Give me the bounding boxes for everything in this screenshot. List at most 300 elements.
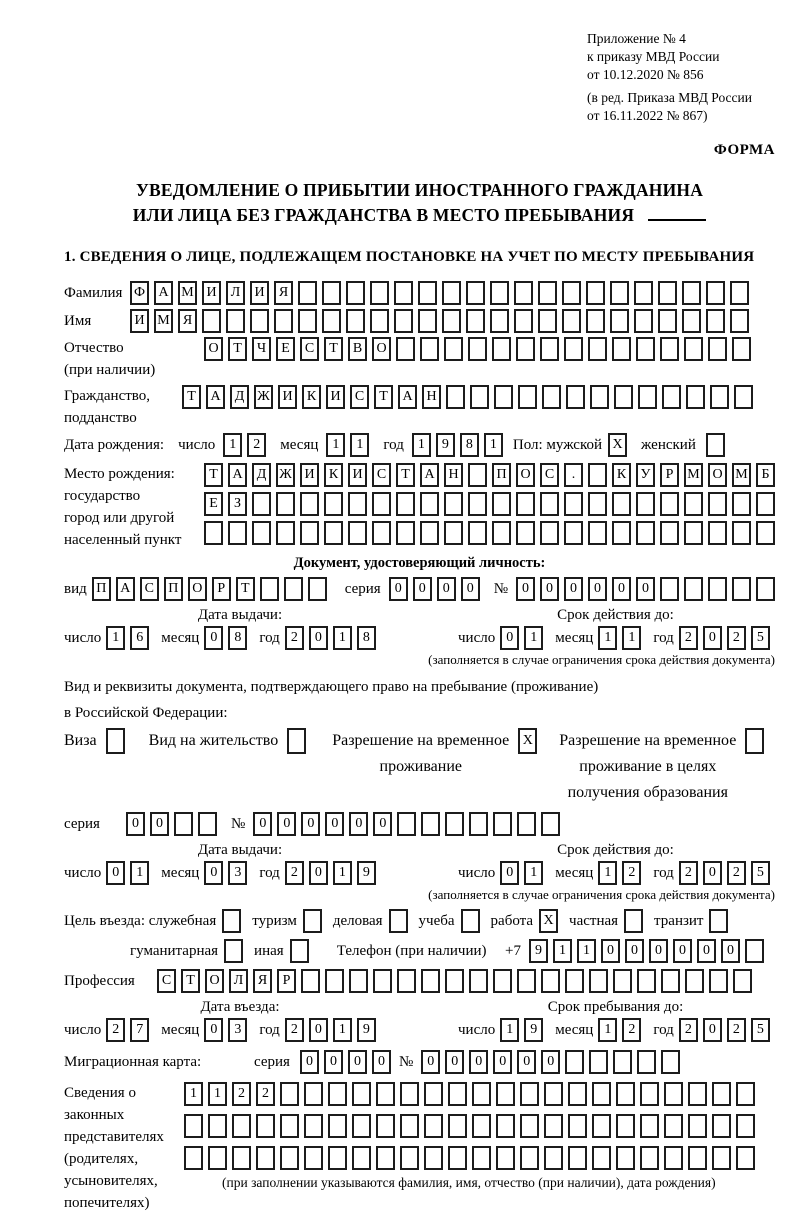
char-box[interactable] <box>446 385 465 409</box>
char-box[interactable]: Р <box>277 969 296 993</box>
char-box[interactable]: 0 <box>564 577 583 601</box>
iddoc-until-month[interactable] <box>598 626 641 650</box>
char-box[interactable] <box>420 492 439 516</box>
char-box[interactable]: О <box>708 463 727 487</box>
char-box[interactable] <box>472 1114 491 1138</box>
char-box[interactable] <box>638 385 657 409</box>
purpose-private-checkbox[interactable] <box>624 909 643 933</box>
char-box[interactable]: Т <box>182 385 201 409</box>
char-box[interactable] <box>372 521 391 545</box>
char-box[interactable] <box>301 969 320 993</box>
char-box[interactable]: П <box>92 577 111 601</box>
surname-boxes[interactable] <box>130 281 749 305</box>
phone-boxes[interactable] <box>529 939 764 963</box>
char-box[interactable] <box>640 1082 659 1106</box>
char-box[interactable] <box>260 577 279 601</box>
char-box[interactable]: 0 <box>106 861 125 885</box>
char-box[interactable]: 1 <box>326 433 345 457</box>
char-box[interactable] <box>496 1146 515 1170</box>
char-box[interactable] <box>490 309 509 333</box>
char-box[interactable]: К <box>324 463 343 487</box>
char-box[interactable]: 0 <box>703 861 722 885</box>
char-box[interactable]: Т <box>228 337 247 361</box>
char-box[interactable] <box>348 521 367 545</box>
checkbox[interactable] <box>303 909 322 933</box>
char-box[interactable]: 0 <box>493 1050 512 1074</box>
char-box[interactable]: 0 <box>309 861 328 885</box>
char-box[interactable] <box>448 1082 467 1106</box>
char-box[interactable] <box>520 1114 539 1138</box>
char-box[interactable]: С <box>300 337 319 361</box>
char-box[interactable] <box>540 492 559 516</box>
iddoc-until-day[interactable] <box>500 626 543 650</box>
iddoc-number-boxes[interactable] <box>516 577 775 601</box>
char-box[interactable]: 0 <box>300 1050 319 1074</box>
char-box[interactable] <box>276 492 295 516</box>
char-box[interactable]: 0 <box>325 812 344 836</box>
char-box[interactable] <box>588 337 607 361</box>
char-box[interactable] <box>516 521 535 545</box>
char-box[interactable]: 1 <box>598 1018 617 1042</box>
char-box[interactable]: 0 <box>516 577 535 601</box>
char-box[interactable] <box>664 1082 683 1106</box>
char-box[interactable] <box>745 939 764 963</box>
char-box[interactable]: 0 <box>541 1050 560 1074</box>
char-box[interactable]: 0 <box>703 1018 722 1042</box>
char-box[interactable] <box>538 281 557 305</box>
char-box[interactable]: 8 <box>460 433 479 457</box>
char-box[interactable] <box>280 1114 299 1138</box>
sex-female-checkbox[interactable] <box>706 433 725 457</box>
char-box[interactable] <box>616 1146 635 1170</box>
rep-row3-boxes[interactable] <box>184 1146 755 1170</box>
char-box[interactable]: И <box>278 385 297 409</box>
char-box[interactable] <box>562 281 581 305</box>
char-box[interactable] <box>708 521 727 545</box>
char-box[interactable] <box>686 385 705 409</box>
char-box[interactable] <box>470 385 489 409</box>
char-box[interactable]: Ж <box>254 385 273 409</box>
char-box[interactable] <box>448 1114 467 1138</box>
char-box[interactable] <box>562 309 581 333</box>
char-box[interactable]: 8 <box>357 626 376 650</box>
char-box[interactable] <box>517 969 536 993</box>
char-box[interactable] <box>637 969 656 993</box>
char-box[interactable]: 9 <box>436 433 455 457</box>
char-box[interactable]: А <box>420 463 439 487</box>
char-box[interactable] <box>304 1146 323 1170</box>
char-box[interactable] <box>613 969 632 993</box>
char-box[interactable] <box>397 812 416 836</box>
char-box[interactable] <box>424 1146 443 1170</box>
char-box[interactable] <box>372 492 391 516</box>
char-box[interactable] <box>444 337 463 361</box>
permit-issue-year[interactable] <box>285 861 376 885</box>
char-box[interactable] <box>442 309 461 333</box>
char-box[interactable]: Л <box>229 969 248 993</box>
char-box[interactable]: 1 <box>484 433 503 457</box>
residence-permit-checkbox[interactable] <box>287 728 306 754</box>
char-box[interactable] <box>708 337 727 361</box>
char-box[interactable] <box>328 1114 347 1138</box>
char-box[interactable]: 5 <box>751 626 770 650</box>
char-box[interactable]: 1 <box>553 939 572 963</box>
char-box[interactable] <box>469 812 488 836</box>
char-box[interactable] <box>276 521 295 545</box>
rep-row2-boxes[interactable] <box>184 1114 755 1138</box>
char-box[interactable] <box>324 492 343 516</box>
char-box[interactable]: Е <box>204 492 223 516</box>
entry-month[interactable] <box>204 1018 247 1042</box>
char-box[interactable]: 0 <box>204 1018 223 1042</box>
char-box[interactable]: 2 <box>727 861 746 885</box>
char-box[interactable]: П <box>492 463 511 487</box>
char-box[interactable]: 0 <box>277 812 296 836</box>
char-box[interactable]: М <box>178 281 197 305</box>
char-box[interactable] <box>232 1114 251 1138</box>
char-box[interactable] <box>400 1146 419 1170</box>
char-box[interactable] <box>684 492 703 516</box>
profession-boxes[interactable] <box>157 969 752 993</box>
char-box[interactable]: 0 <box>389 577 408 601</box>
char-box[interactable] <box>588 521 607 545</box>
iddoc-series-boxes[interactable] <box>389 577 480 601</box>
char-box[interactable] <box>322 281 341 305</box>
char-box[interactable]: 0 <box>373 812 392 836</box>
char-box[interactable] <box>756 492 775 516</box>
char-box[interactable]: 1 <box>412 433 431 457</box>
char-box[interactable] <box>376 1114 395 1138</box>
char-box[interactable] <box>496 1082 515 1106</box>
char-box[interactable] <box>208 1146 227 1170</box>
char-box[interactable] <box>730 281 749 305</box>
visa-checkbox[interactable] <box>106 728 125 754</box>
char-box[interactable] <box>660 577 679 601</box>
char-box[interactable] <box>444 521 463 545</box>
char-box[interactable] <box>516 492 535 516</box>
char-box[interactable]: 0 <box>721 939 740 963</box>
char-box[interactable] <box>352 1114 371 1138</box>
char-box[interactable] <box>688 1114 707 1138</box>
char-box[interactable] <box>400 1114 419 1138</box>
char-box[interactable] <box>252 492 271 516</box>
checkbox[interactable]: X <box>518 728 537 754</box>
char-box[interactable]: 0 <box>649 939 668 963</box>
permit-until-day[interactable] <box>500 861 543 885</box>
char-box[interactable] <box>658 281 677 305</box>
char-box[interactable] <box>370 309 389 333</box>
char-box[interactable] <box>544 1114 563 1138</box>
char-box[interactable]: 0 <box>601 939 620 963</box>
char-box[interactable]: 0 <box>612 577 631 601</box>
char-box[interactable]: Р <box>660 463 679 487</box>
char-box[interactable] <box>541 969 560 993</box>
iddoc-issue-day[interactable] <box>106 626 149 650</box>
purpose-humanitarian-checkbox[interactable] <box>224 939 243 963</box>
char-box[interactable] <box>708 492 727 516</box>
char-box[interactable] <box>468 463 487 487</box>
purpose-official-checkbox[interactable] <box>222 909 241 933</box>
char-box[interactable]: С <box>372 463 391 487</box>
char-box[interactable] <box>660 521 679 545</box>
char-box[interactable] <box>469 969 488 993</box>
char-box[interactable] <box>756 521 775 545</box>
char-box[interactable]: Т <box>204 463 223 487</box>
char-box[interactable] <box>538 309 557 333</box>
permit-issue-day[interactable] <box>106 861 149 885</box>
char-box[interactable]: 6 <box>130 626 149 650</box>
entry-day[interactable] <box>106 1018 149 1042</box>
char-box[interactable]: 0 <box>348 1050 367 1074</box>
char-box[interactable] <box>328 1082 347 1106</box>
char-box[interactable] <box>564 337 583 361</box>
char-box[interactable]: И <box>300 463 319 487</box>
char-box[interactable]: Л <box>226 281 245 305</box>
char-box[interactable] <box>660 492 679 516</box>
char-box[interactable] <box>284 577 303 601</box>
char-box[interactable] <box>397 969 416 993</box>
char-box[interactable]: 9 <box>357 1018 376 1042</box>
iddoc-until-year[interactable] <box>679 626 770 650</box>
char-box[interactable]: С <box>540 463 559 487</box>
char-box[interactable] <box>664 1114 683 1138</box>
char-box[interactable] <box>568 1082 587 1106</box>
char-box[interactable]: 3 <box>228 1018 247 1042</box>
char-box[interactable] <box>490 281 509 305</box>
permit-series-boxes[interactable] <box>126 812 217 836</box>
char-box[interactable] <box>564 521 583 545</box>
char-box[interactable]: 0 <box>301 812 320 836</box>
char-box[interactable]: . <box>564 463 583 487</box>
char-box[interactable] <box>588 463 607 487</box>
char-box[interactable] <box>660 337 679 361</box>
char-box[interactable] <box>424 1114 443 1138</box>
char-box[interactable] <box>396 492 415 516</box>
char-box[interactable] <box>661 1050 680 1074</box>
char-box[interactable] <box>712 1114 731 1138</box>
stay-year[interactable] <box>679 1018 770 1042</box>
char-box[interactable]: 0 <box>150 812 169 836</box>
char-box[interactable] <box>424 1082 443 1106</box>
permit-until-year[interactable] <box>679 861 770 885</box>
char-box[interactable] <box>442 281 461 305</box>
char-box[interactable] <box>352 1146 371 1170</box>
char-box[interactable] <box>712 1146 731 1170</box>
checkbox[interactable] <box>709 909 728 933</box>
char-box[interactable] <box>732 492 751 516</box>
char-box[interactable] <box>640 1146 659 1170</box>
char-box[interactable] <box>610 309 629 333</box>
char-box[interactable] <box>733 969 752 993</box>
char-box[interactable]: В <box>348 337 367 361</box>
char-box[interactable] <box>418 281 437 305</box>
char-box[interactable] <box>566 385 585 409</box>
char-box[interactable]: 0 <box>703 626 722 650</box>
char-box[interactable]: 2 <box>622 861 641 885</box>
char-box[interactable] <box>448 1146 467 1170</box>
char-box[interactable] <box>394 309 413 333</box>
char-box[interactable] <box>517 812 536 836</box>
char-box[interactable]: Ж <box>276 463 295 487</box>
char-box[interactable] <box>684 577 703 601</box>
char-box[interactable] <box>445 969 464 993</box>
char-box[interactable]: 0 <box>588 577 607 601</box>
char-box[interactable] <box>496 1114 515 1138</box>
purpose-other-checkbox[interactable] <box>290 939 309 963</box>
birthplace-row1-boxes[interactable] <box>204 463 775 487</box>
char-box[interactable]: 5 <box>751 861 770 885</box>
char-box[interactable]: 0 <box>413 577 432 601</box>
char-box[interactable]: 1 <box>598 626 617 650</box>
char-box[interactable] <box>325 969 344 993</box>
permit-number-boxes[interactable] <box>253 812 560 836</box>
char-box[interactable]: П <box>164 577 183 601</box>
char-box[interactable] <box>280 1082 299 1106</box>
char-box[interactable] <box>208 1114 227 1138</box>
char-box[interactable]: М <box>154 309 173 333</box>
char-box[interactable]: 2 <box>285 861 304 885</box>
char-box[interactable] <box>184 1114 203 1138</box>
char-box[interactable]: 0 <box>309 1018 328 1042</box>
char-box[interactable] <box>589 1050 608 1074</box>
char-box[interactable]: 2 <box>679 861 698 885</box>
char-box[interactable] <box>256 1146 275 1170</box>
char-box[interactable]: 0 <box>204 626 223 650</box>
birthplace-row2-boxes[interactable] <box>204 492 775 516</box>
char-box[interactable]: С <box>157 969 176 993</box>
char-box[interactable] <box>592 1082 611 1106</box>
char-box[interactable] <box>520 1082 539 1106</box>
char-box[interactable] <box>298 309 317 333</box>
char-box[interactable]: 0 <box>673 939 692 963</box>
purpose-transit-checkbox[interactable] <box>709 909 728 933</box>
char-box[interactable] <box>492 492 511 516</box>
char-box[interactable] <box>492 521 511 545</box>
char-box[interactable] <box>204 521 223 545</box>
char-box[interactable] <box>688 1082 707 1106</box>
char-box[interactable]: Я <box>178 309 197 333</box>
char-box[interactable]: А <box>154 281 173 305</box>
char-box[interactable] <box>682 281 701 305</box>
char-box[interactable] <box>472 1082 491 1106</box>
char-box[interactable]: 0 <box>500 861 519 885</box>
char-box[interactable]: Я <box>253 969 272 993</box>
char-box[interactable]: О <box>204 337 223 361</box>
char-box[interactable] <box>637 1050 656 1074</box>
checkbox[interactable]: X <box>539 909 558 933</box>
char-box[interactable] <box>228 521 247 545</box>
char-box[interactable] <box>394 281 413 305</box>
char-box[interactable] <box>370 281 389 305</box>
char-box[interactable]: 0 <box>500 626 519 650</box>
char-box[interactable] <box>544 1082 563 1106</box>
char-box[interactable] <box>682 309 701 333</box>
rep-row1-boxes[interactable] <box>184 1082 755 1106</box>
char-box[interactable] <box>300 521 319 545</box>
char-box[interactable]: 1 <box>184 1082 203 1106</box>
char-box[interactable]: Ч <box>252 337 271 361</box>
char-box[interactable] <box>708 577 727 601</box>
purpose-work-checkbox[interactable] <box>539 909 558 933</box>
stay-month[interactable] <box>598 1018 641 1042</box>
char-box[interactable]: О <box>516 463 535 487</box>
checkbox[interactable] <box>624 909 643 933</box>
iddoc-issue-month[interactable] <box>204 626 247 650</box>
char-box[interactable] <box>468 492 487 516</box>
checkbox[interactable] <box>745 728 764 754</box>
char-box[interactable]: О <box>372 337 391 361</box>
char-box[interactable] <box>636 337 655 361</box>
char-box[interactable] <box>544 1146 563 1170</box>
char-box[interactable] <box>616 1082 635 1106</box>
char-box[interactable]: 1 <box>106 626 125 650</box>
checkbox[interactable] <box>287 728 306 754</box>
char-box[interactable]: 0 <box>469 1050 488 1074</box>
char-box[interactable] <box>564 492 583 516</box>
char-box[interactable] <box>445 812 464 836</box>
char-box[interactable]: О <box>205 969 224 993</box>
char-box[interactable]: 1 <box>577 939 596 963</box>
char-box[interactable] <box>589 969 608 993</box>
char-box[interactable]: 1 <box>500 1018 519 1042</box>
char-box[interactable] <box>466 309 485 333</box>
checkbox[interactable] <box>222 909 241 933</box>
char-box[interactable]: 0 <box>253 812 272 836</box>
char-box[interactable] <box>493 969 512 993</box>
char-box[interactable]: 1 <box>524 626 543 650</box>
sex-male-checkbox[interactable] <box>608 433 627 457</box>
char-box[interactable] <box>710 385 729 409</box>
char-box[interactable]: 1 <box>223 433 242 457</box>
char-box[interactable]: Н <box>422 385 441 409</box>
char-box[interactable]: И <box>202 281 221 305</box>
char-box[interactable]: 2 <box>247 433 266 457</box>
char-box[interactable] <box>468 521 487 545</box>
char-box[interactable]: И <box>326 385 345 409</box>
char-box[interactable] <box>732 577 751 601</box>
char-box[interactable]: 0 <box>445 1050 464 1074</box>
char-box[interactable] <box>734 385 753 409</box>
char-box[interactable] <box>592 1114 611 1138</box>
char-box[interactable]: 7 <box>130 1018 149 1042</box>
char-box[interactable] <box>184 1146 203 1170</box>
char-box[interactable]: К <box>302 385 321 409</box>
char-box[interactable] <box>232 1146 251 1170</box>
char-box[interactable]: 0 <box>421 1050 440 1074</box>
char-box[interactable] <box>640 1114 659 1138</box>
char-box[interactable]: Д <box>230 385 249 409</box>
char-box[interactable] <box>280 1146 299 1170</box>
char-box[interactable]: Р <box>212 577 231 601</box>
char-box[interactable]: 0 <box>372 1050 391 1074</box>
char-box[interactable] <box>518 385 537 409</box>
char-box[interactable] <box>586 281 605 305</box>
char-box[interactable] <box>756 577 775 601</box>
char-box[interactable] <box>346 281 365 305</box>
char-box[interactable]: С <box>140 577 159 601</box>
char-box[interactable]: 1 <box>333 1018 352 1042</box>
char-box[interactable] <box>472 1146 491 1170</box>
char-box[interactable] <box>736 1082 755 1106</box>
char-box[interactable] <box>712 1082 731 1106</box>
char-box[interactable] <box>421 969 440 993</box>
patronymic-boxes[interactable] <box>204 337 751 361</box>
char-box[interactable] <box>685 969 704 993</box>
char-box[interactable] <box>466 281 485 305</box>
char-box[interactable]: 1 <box>524 861 543 885</box>
char-box[interactable] <box>658 309 677 333</box>
birth-day-boxes[interactable] <box>223 433 266 457</box>
